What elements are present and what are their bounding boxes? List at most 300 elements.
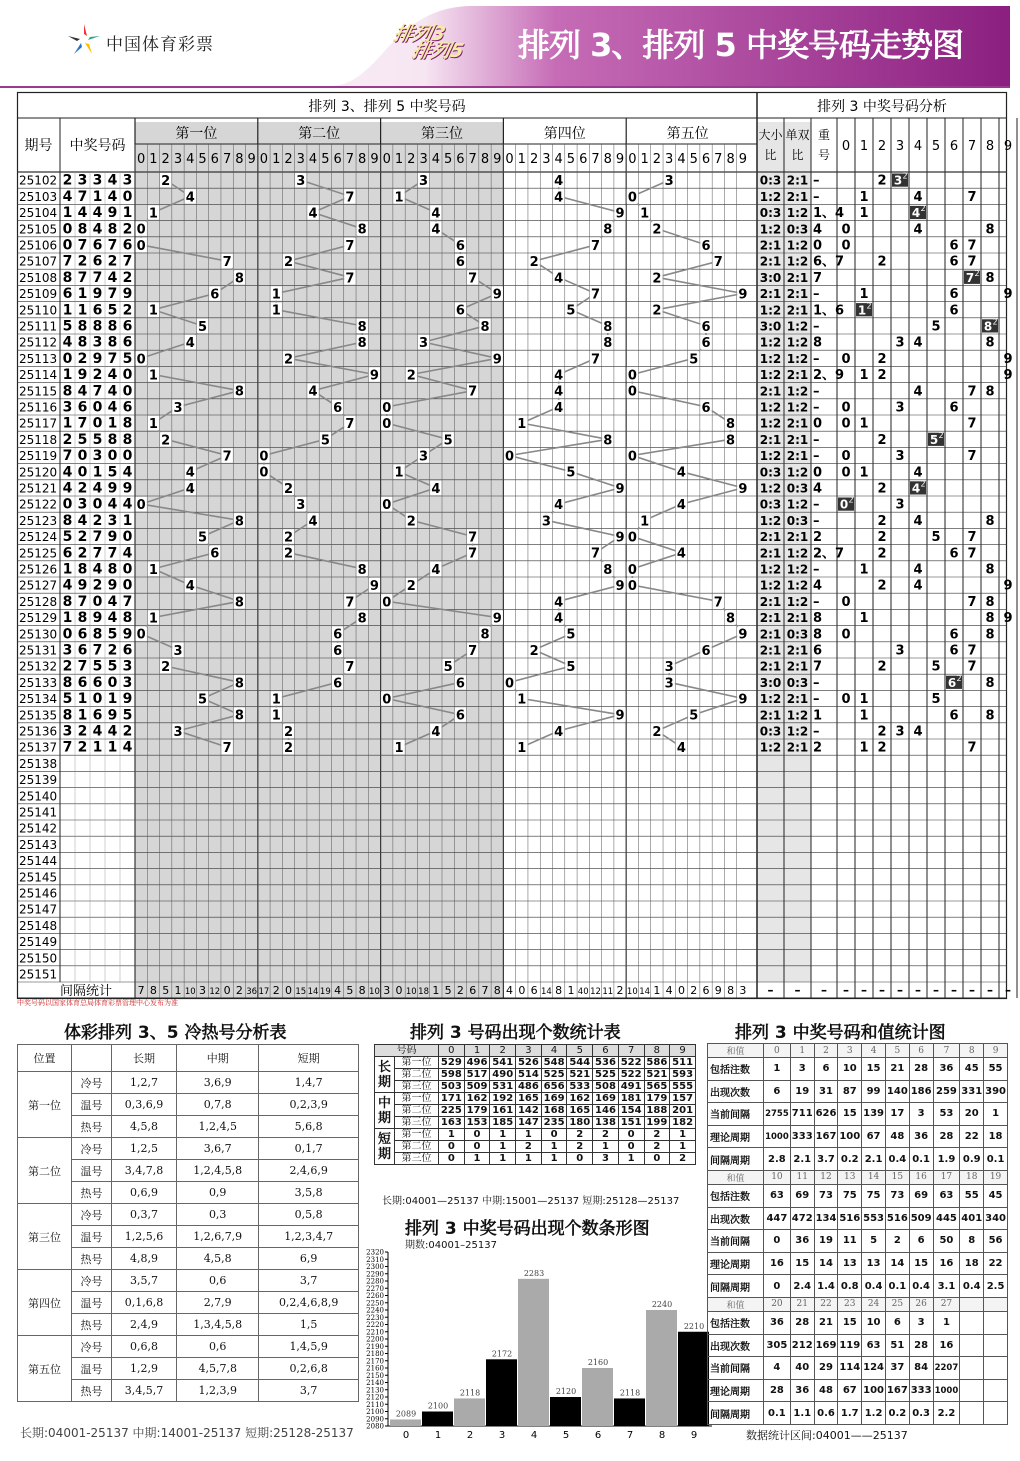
trend-digit: 6 xyxy=(455,255,465,271)
hot-cold-value: 0,2,6,8 xyxy=(259,1358,359,1380)
empty-period: 25140 xyxy=(19,789,58,804)
analysis-cell: 0 xyxy=(841,238,851,254)
draw-digit: 3 xyxy=(62,399,73,416)
analysis-cell: 1:2 xyxy=(786,546,809,561)
interval-value: 0 xyxy=(223,984,231,997)
trend-digit: 2 xyxy=(161,660,171,676)
y-tick-label: 2200 xyxy=(366,1335,384,1344)
hot-cold-value: 0,3 xyxy=(177,1204,259,1226)
analysis-cell: 3 xyxy=(895,335,905,351)
analysis-cell: 7 xyxy=(967,643,977,659)
draw-digit: 0 xyxy=(77,464,88,481)
analysis-cell: 1:2 xyxy=(786,708,809,723)
x-tick-label: 7 xyxy=(626,1430,634,1441)
count-value: 165 xyxy=(516,1093,542,1105)
count-value: 185 xyxy=(490,1117,516,1129)
trend-digit: 9 xyxy=(615,708,625,724)
analysis-cell: 1:2 xyxy=(759,740,782,755)
digit-header: 8 xyxy=(603,152,612,167)
trend-digit: 6 xyxy=(455,238,465,254)
count-value: 2 xyxy=(567,1129,593,1141)
interval-value: 5 xyxy=(346,984,354,997)
count-value: 0 xyxy=(644,1153,670,1165)
trend-digit: 1 xyxy=(394,190,404,206)
draw-digit: 6 xyxy=(92,237,103,254)
draw-digit: 7 xyxy=(77,237,88,254)
hot-cold-value: 0,2,3,9 xyxy=(259,1094,359,1116)
analysis-sup: 2 xyxy=(992,317,998,327)
hot-cold-value: 0,7,8 xyxy=(177,1094,259,1116)
hot-cold-value: 1,2,5 xyxy=(112,1138,177,1160)
trend-digit: 3 xyxy=(173,400,183,416)
draw-digit: 8 xyxy=(62,383,73,400)
trend-digit: 6 xyxy=(701,238,711,254)
analysis-cell: 5 xyxy=(931,659,941,675)
interval-dash: – xyxy=(915,983,921,997)
count-value: 656 xyxy=(541,1081,567,1093)
bar xyxy=(454,1398,485,1426)
count-value: 179 xyxy=(464,1105,490,1117)
count-value: 162 xyxy=(567,1093,593,1105)
trend-digit: 4 xyxy=(554,498,564,514)
count-value: 157 xyxy=(670,1093,696,1105)
analysis-cell: 9 xyxy=(1003,578,1013,594)
trend-digit: 9 xyxy=(738,287,748,303)
hot-cold-value: 3,4,5,7 xyxy=(112,1380,177,1402)
analysis-cell: 1:2 xyxy=(786,465,809,480)
draw-digit: 7 xyxy=(92,529,103,546)
draw-digit: 2 xyxy=(122,221,133,238)
trend-digit: 9 xyxy=(738,692,748,708)
draw-digit: 8 xyxy=(62,512,73,529)
interval-value: 7 xyxy=(137,984,145,997)
analysis-cell: 8 xyxy=(985,675,995,691)
count-value: 1 xyxy=(593,1141,619,1153)
trend-digit: 0 xyxy=(627,530,637,546)
sum-value: 37 xyxy=(885,1357,909,1380)
sum-value: 6 xyxy=(764,1080,791,1103)
sum-value: 84 xyxy=(909,1357,933,1380)
hot-cold-footer: 长期:04001-25137 中期:14001-25137 短期:25128-25137 xyxy=(20,1426,354,1440)
y-tick-label: 2140 xyxy=(366,1379,384,1387)
trend-digit: 7 xyxy=(713,595,723,611)
draw-digit: 4 xyxy=(62,480,73,497)
analysis-cell: 1:2 xyxy=(786,497,809,512)
trend-digit: 3 xyxy=(664,676,674,692)
trend-digit: 4 xyxy=(554,368,564,384)
hot-cold-type: 冷号 xyxy=(72,1270,112,1292)
draw-digit: 1 xyxy=(62,415,73,432)
analysis-cell: 1:2 xyxy=(786,254,809,269)
period: 25126 xyxy=(19,562,58,577)
trend-digit: 8 xyxy=(480,627,490,643)
trend-digit: 0 xyxy=(382,417,392,433)
interval-value: 2 xyxy=(690,984,698,997)
analysis-header: 单双 xyxy=(785,128,810,142)
analysis-cell: – xyxy=(813,675,820,691)
analysis-cell: 7 xyxy=(965,270,975,285)
count-value: 521 xyxy=(644,1069,670,1081)
draw-digit: 2 xyxy=(77,723,88,740)
trend-digit: 4 xyxy=(185,190,195,206)
sum-label: 当前间隔 xyxy=(708,1357,764,1380)
draw-digit: 4 xyxy=(107,269,118,286)
interval-value: 1 xyxy=(567,984,575,997)
digit-header: 3 xyxy=(296,152,305,167)
draw-digit: 9 xyxy=(122,626,133,643)
x-tick-label: 0 xyxy=(402,1430,410,1441)
digit-header: 2 xyxy=(652,152,662,167)
analysis-cell: 0 xyxy=(841,594,851,610)
sum-label: 出现次数 xyxy=(708,1080,764,1103)
sum-value: 48 xyxy=(885,1125,909,1148)
count-value: 169 xyxy=(593,1093,619,1105)
sum-table-footer: 数据统计区间:04001——25137 xyxy=(746,1429,908,1442)
analysis-sup: 2 xyxy=(866,301,872,311)
bar-chart-subtitle: 期数:04001–25137 xyxy=(405,1240,497,1251)
draw-digit: 5 xyxy=(62,691,73,708)
draw-digit: 1 xyxy=(77,707,88,724)
analysis-cell: 2:1 xyxy=(759,238,782,253)
analysis-cell: – xyxy=(813,497,820,513)
count-value: 169 xyxy=(541,1093,567,1105)
digit-header: 1 xyxy=(640,152,649,167)
sum-value: 1.4 xyxy=(814,1275,838,1298)
period: 25127 xyxy=(19,578,58,593)
analysis-cell: 1:2 xyxy=(786,384,809,399)
count-value: 2 xyxy=(670,1153,696,1165)
analysis-cell: 4 xyxy=(913,335,923,351)
period: 25131 xyxy=(19,643,58,658)
sum-header: 和值 xyxy=(708,1044,764,1058)
sum-value: 1.2 xyxy=(862,1402,886,1425)
x-tick-label: 4 xyxy=(530,1430,538,1441)
x-tick-label: 3 xyxy=(498,1430,506,1441)
hot-cold-value: 3,4,7,8 xyxy=(112,1160,177,1182)
hot-cold-position: 第三位 xyxy=(18,1204,72,1270)
trend-digit: 0 xyxy=(505,676,515,692)
sum-header: 10 xyxy=(764,1170,791,1184)
analysis-cell: 1 xyxy=(859,708,869,724)
trend-digit: 1 xyxy=(271,692,281,708)
interval-value: 14 xyxy=(639,987,651,997)
digit-header: 5 xyxy=(443,152,453,167)
count-table-title: 排列 3 号码出现个数统计表 xyxy=(410,1023,621,1043)
interval-dash: – xyxy=(933,983,939,997)
trend-digit: 1 xyxy=(517,741,527,757)
sum-value: 167 xyxy=(814,1125,838,1148)
analysis-cell: 1:2 xyxy=(759,578,782,593)
analysis-cell: 9 xyxy=(1003,368,1013,384)
trend-digit: 4 xyxy=(185,481,195,497)
empty-period: 25144 xyxy=(19,854,58,869)
analysis-cell: 1:2 xyxy=(786,238,809,253)
lotto-logo xyxy=(388,23,468,62)
analysis-cell: 2 xyxy=(877,530,887,546)
sum-header: 20 xyxy=(764,1297,791,1311)
interval-value: 2 xyxy=(235,984,243,997)
trend-digit: 3 xyxy=(296,498,306,514)
analysis-cell: 2 xyxy=(877,724,887,740)
hot-cold-value: 1,5 xyxy=(259,1314,359,1336)
analysis-sup: 2 xyxy=(974,268,980,278)
draw-digit: 3 xyxy=(122,674,133,691)
trend-digit: 7 xyxy=(222,255,232,271)
trend-digit: 2 xyxy=(283,724,294,740)
analysis-cell: 8 xyxy=(985,594,995,610)
count-value: 598 xyxy=(439,1069,465,1081)
digit-header: 8 xyxy=(358,152,367,167)
analysis-cell: 2:1 xyxy=(759,432,782,447)
sum-value xyxy=(960,1357,984,1380)
analysis-cell: 1 xyxy=(859,562,869,578)
draw-digit: 3 xyxy=(62,642,73,659)
interval-value: 17 xyxy=(258,987,270,997)
analysis-cell: 2:1 xyxy=(786,449,809,464)
analysis-cell: 1:2 xyxy=(786,206,809,221)
sum-value: 0 xyxy=(764,1230,791,1253)
sum-row xyxy=(708,1058,1008,1081)
hot-cold-value: 1,2,3,9 xyxy=(177,1380,259,1402)
trend-digit: 3 xyxy=(664,660,674,676)
count-value: 182 xyxy=(670,1117,696,1129)
analysis-cell: 2:1 xyxy=(786,432,809,447)
y-tick-label: 2220 xyxy=(366,1321,384,1329)
hot-cold-row xyxy=(18,1336,359,1358)
analysis-header: 2 xyxy=(877,139,887,154)
analysis-cell: 1 xyxy=(859,287,869,303)
sum-value: 51 xyxy=(885,1334,909,1357)
analysis-cell: – xyxy=(813,384,820,400)
trend-digit: 9 xyxy=(738,481,748,497)
sum-value: 1.1 xyxy=(790,1402,814,1425)
digit-header: 8 xyxy=(480,152,490,167)
sum-value: 56 xyxy=(984,1230,1008,1253)
analysis-cell: 1、4 xyxy=(813,206,845,222)
trend-digit: 7 xyxy=(590,287,601,303)
sum-row xyxy=(708,1402,1008,1425)
count-pos: 第三位 xyxy=(395,1081,439,1093)
trend-digit: 2 xyxy=(652,271,662,287)
trend-digit: 9 xyxy=(369,579,379,595)
empty-period: 25146 xyxy=(19,886,58,901)
draw-digit: 0 xyxy=(92,691,103,708)
digit-header: 4 xyxy=(554,152,563,167)
trend-digit: 8 xyxy=(357,562,367,578)
count-value: 522 xyxy=(618,1069,644,1081)
analysis-cell: 1 xyxy=(859,206,869,222)
hot-cold-value: 0,3,7 xyxy=(112,1204,177,1226)
analysis-cell: 6 xyxy=(949,546,959,562)
sum-header: 6 xyxy=(909,1044,933,1058)
interval-value: 8 xyxy=(149,984,157,997)
trend-digit: 9 xyxy=(615,579,625,595)
analysis-cell: 3:0 xyxy=(759,270,782,285)
analysis-cell: 4 xyxy=(913,222,923,238)
draw-digit: 8 xyxy=(107,431,118,448)
sum-value: 50 xyxy=(933,1230,960,1253)
hot-cold-value: 1,4,5,9 xyxy=(259,1336,359,1358)
sum-header: 18 xyxy=(960,1170,984,1184)
hot-cold-value: 2,4,9 xyxy=(112,1314,177,1336)
trend-digit: 8 xyxy=(603,433,613,449)
number-header: 中奖号码 xyxy=(69,138,126,154)
interval-value: 2 xyxy=(456,984,464,997)
trend-digit: 0 xyxy=(136,352,146,368)
draw-digit: 0 xyxy=(122,383,133,400)
analysis-cell: 1:2 xyxy=(759,189,782,204)
draw-digit: 4 xyxy=(77,205,88,222)
sum-value: 15 xyxy=(838,1311,862,1334)
draw-digit: 0 xyxy=(107,448,118,465)
analysis-header: 1 xyxy=(859,139,869,154)
period: 25102 xyxy=(19,173,58,188)
analysis-cell: 8 xyxy=(985,384,995,400)
count-value: 525 xyxy=(541,1069,567,1081)
sum-value: 19 xyxy=(790,1080,814,1103)
sum-value: 28 xyxy=(790,1311,814,1334)
analysis-cell: 6 xyxy=(949,287,959,303)
sum-value: 16 xyxy=(933,1252,960,1275)
count-value: 2 xyxy=(516,1141,542,1153)
trend-digit: 4 xyxy=(676,465,686,481)
trend-digit: 8 xyxy=(603,319,613,335)
trend-digit: 8 xyxy=(726,611,736,627)
count-value: 565 xyxy=(644,1081,670,1093)
trend-digit: 4 xyxy=(308,514,318,530)
count-value: 526 xyxy=(516,1057,542,1069)
period: 25120 xyxy=(19,465,58,480)
draw-digit: 1 xyxy=(92,739,103,756)
digit-header: 9 xyxy=(493,152,502,167)
analysis-sup: 2 xyxy=(902,171,908,181)
sum-header: 11 xyxy=(790,1170,814,1184)
trend-digit: 6 xyxy=(701,319,711,335)
analysis-cell: 3 xyxy=(893,173,903,188)
analysis-cell: 1 xyxy=(857,303,867,318)
count-header-row xyxy=(375,1045,696,1057)
draw-digit: 1 xyxy=(122,205,133,222)
trend-digit: 3 xyxy=(419,336,429,352)
draw-digit: 0 xyxy=(107,674,118,691)
sum-value: 17 xyxy=(885,1103,909,1126)
interval-dash: – xyxy=(897,983,903,997)
x-tick-label: 5 xyxy=(562,1430,570,1441)
sum-value: 0.4 xyxy=(862,1275,886,1298)
sum-value: 11 xyxy=(838,1230,862,1253)
draw-digit: 7 xyxy=(122,593,133,610)
analysis-cell: 7 xyxy=(967,546,977,562)
hot-cold-type: 冷号 xyxy=(72,1336,112,1358)
analysis-cell: 2 xyxy=(877,578,887,594)
analysis-cell: 7 xyxy=(967,238,977,254)
analysis-cell: 1、6 xyxy=(813,303,845,319)
empty-period: 25147 xyxy=(19,902,58,917)
sum-header: 22 xyxy=(814,1297,838,1311)
draw-digit: 0 xyxy=(62,350,73,367)
draw-digit: 1 xyxy=(62,561,73,578)
bar xyxy=(582,1368,613,1426)
hot-cold-type: 温号 xyxy=(72,1160,112,1182)
interval-value: 6 xyxy=(469,984,477,997)
analysis-cell: 6 xyxy=(949,643,959,659)
sum-value: 16 xyxy=(764,1252,791,1275)
draw-digit: 3 xyxy=(122,172,133,189)
draw-digit: 4 xyxy=(107,172,118,189)
sum-header: 5 xyxy=(885,1044,909,1058)
trend-digit: 7 xyxy=(468,530,478,546)
y-tick-label: 2320 xyxy=(366,1248,384,1257)
trend-digit: 4 xyxy=(554,190,564,206)
draw-digit: 8 xyxy=(122,415,133,432)
draw-digit: 4 xyxy=(107,593,118,610)
trend-digit: 6 xyxy=(701,336,711,352)
interval-value: 0 xyxy=(285,984,292,997)
analysis-cell: 2:1 xyxy=(786,368,809,383)
analysis-cell: 2:1 xyxy=(786,287,809,302)
trend-digit: 0 xyxy=(382,498,392,514)
analysis-cell: 2 xyxy=(877,740,887,756)
analysis-cell: 0 xyxy=(813,238,823,254)
trend-digit: 4 xyxy=(676,741,686,757)
analysis-cell: 0:3 xyxy=(786,481,809,496)
sum-row xyxy=(708,1207,1008,1230)
digit-header: 4 xyxy=(677,152,686,167)
draw-digit: 0 xyxy=(122,577,133,594)
bar-value-label: 2100 xyxy=(427,1401,449,1411)
sum-value: 36 xyxy=(790,1379,814,1402)
sum-value: 10 xyxy=(838,1058,862,1081)
trend-digit: 2 xyxy=(406,368,416,384)
count-value: 146 xyxy=(593,1105,619,1117)
footnote: 中奖号码以国家体育总局体育彩票管理中心发布为准 xyxy=(17,999,178,1007)
analysis-cell: 3:0 xyxy=(759,675,782,690)
analysis-cell: 2:1 xyxy=(759,594,782,609)
analysis-cell: 1:2 xyxy=(786,594,809,609)
position-header: 第一位 xyxy=(175,126,218,142)
trend-digit: 5 xyxy=(689,708,699,724)
draw-digit: 2 xyxy=(62,658,73,675)
sum-value: 3 xyxy=(790,1058,814,1081)
period: 25109 xyxy=(19,287,58,302)
sum-value: 4 xyxy=(764,1357,791,1380)
count-row xyxy=(375,1129,696,1141)
count-header: 0 xyxy=(439,1045,465,1057)
sum-value: 53 xyxy=(933,1103,960,1126)
count-value: 1 xyxy=(490,1129,516,1141)
interval-dash: – xyxy=(794,983,801,997)
interval-value: 4 xyxy=(334,984,342,997)
count-value: 165 xyxy=(567,1105,593,1117)
count-header: 1 xyxy=(464,1045,490,1057)
trend-digit: 1 xyxy=(148,206,158,222)
analysis-header: 7 xyxy=(967,139,977,154)
interval-value: 11 xyxy=(602,987,614,997)
draw-digit: 8 xyxy=(77,318,88,335)
sum-value: 0.2 xyxy=(838,1148,862,1171)
interval-label: 间隔统计 xyxy=(59,984,113,999)
sum-header: 1 xyxy=(790,1044,814,1058)
trend-digit: 3 xyxy=(664,174,674,190)
count-value: 225 xyxy=(439,1105,465,1117)
period: 25122 xyxy=(19,497,58,512)
hot-cold-header: 位置 xyxy=(18,1045,72,1072)
analysis-cell: 8 xyxy=(985,270,995,286)
count-header: 9 xyxy=(670,1045,696,1057)
count-value: 517 xyxy=(464,1069,490,1081)
bar-chart xyxy=(362,1246,706,1442)
empty-period: 25143 xyxy=(19,837,58,852)
